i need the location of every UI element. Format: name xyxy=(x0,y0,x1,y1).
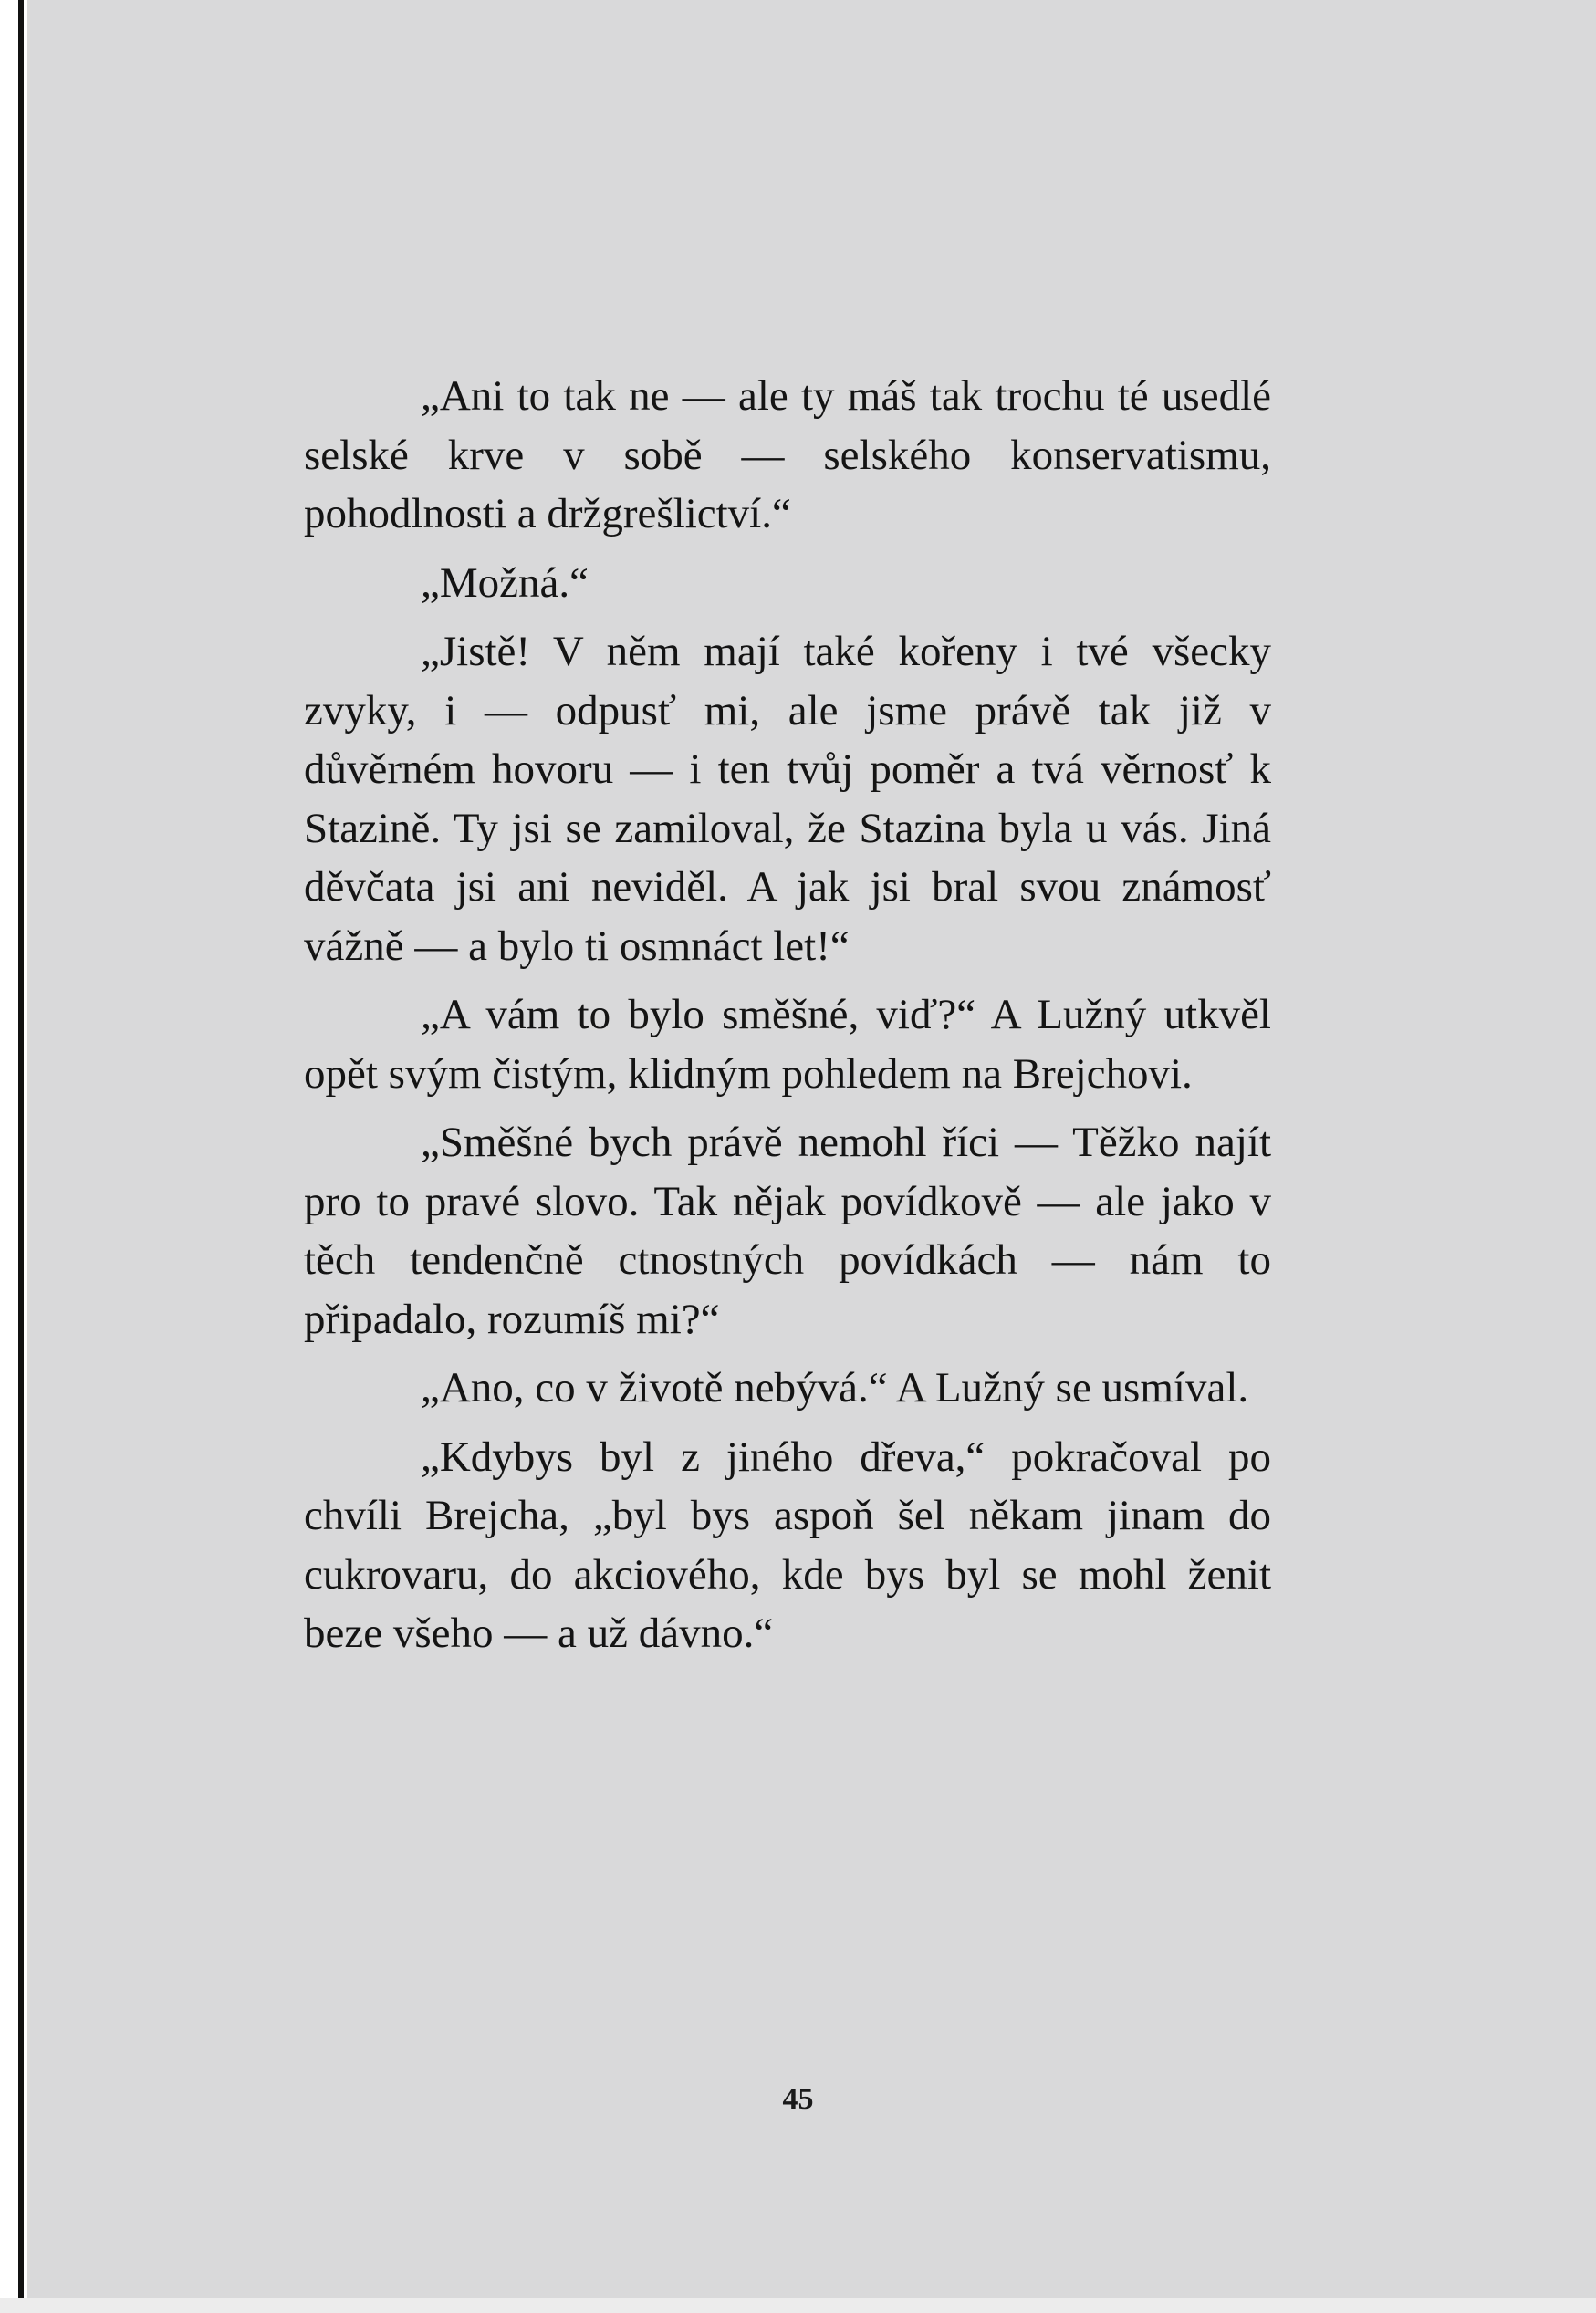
paragraph-6: „Ano, co v životě nebývá.“ A Lužný se usmíval. xyxy=(421,1364,1249,1412)
paragraph-3: „Jistě! V něm mají také kořeny i tvé všecky zvyky, i — odpusť mi, ale jsme právě tak již v důvěrném hovoru — i ten tvůj poměr a tvá věrnosť k Stazině. Ty jsi se zamiloval, že Stazina byla u vás. Jiná děvčata jsi ani neviděl. A jak jsi bral svou známosť vážně — a bylo ti osmnáct let!“ xyxy=(304,628,1271,970)
paragraph-5: „Směšné bych právě nemohl říci — Těžko najít pro to pravé slovo. Tak nějak povídkově — ale jako v těch tendenčně ctnostných povídkách — nám to připadalo, rozumíš mi?“ xyxy=(304,1119,1271,1343)
paragraph-1: „Ani to tak ne — ale ty máš tak trochu té usedlé selské krve v sobě — selského konservatismu, pohodlnosti a držgrešlictví.“ xyxy=(304,372,1271,537)
paragraph-4: „A vám to bylo směšné, viď?“ A Lužný utkvěl opět svým čistým, klidným pohledem na Brejchovi. xyxy=(304,991,1271,1098)
body-text xyxy=(304,367,1271,1673)
page-number: 45 xyxy=(782,2082,814,2116)
page-spine-edge xyxy=(18,0,24,2313)
page-bottom-edge xyxy=(0,2298,1596,2313)
paragraph-2: „Možná.“ xyxy=(421,558,589,607)
paragraph-7: „Kdybys byl z jiného dřeva,“ pokračoval po chvíli Brejcha, „byl bys aspoň šel někam jinam do cukrovaru, do akciového, kde bys byl se mohl ženit beze všeho — a už dávno.“ xyxy=(304,1433,1271,1657)
